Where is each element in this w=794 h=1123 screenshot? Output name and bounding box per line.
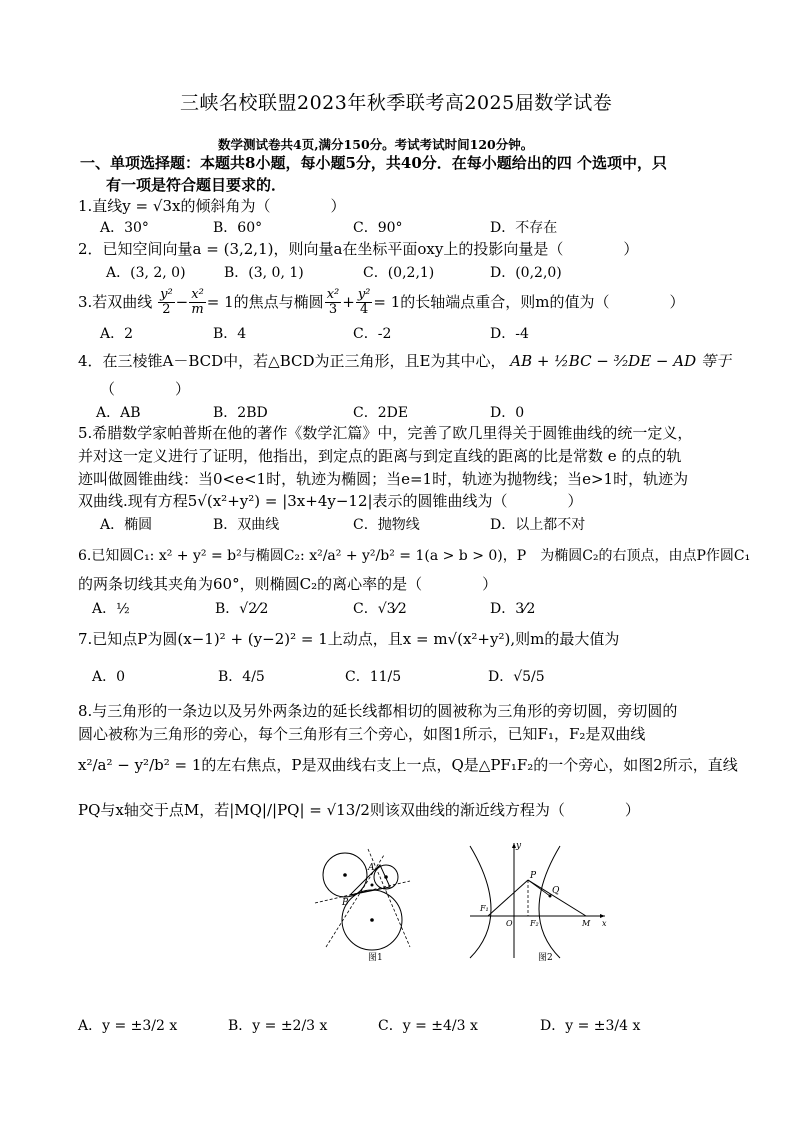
q2-option-c: C．(0,2,1) — [363, 265, 435, 281]
figure-2 — [460, 838, 610, 968]
question-2: 2．已知空间向量a = (3,2,1)，则向量a在坐标平面oxy上的投影向量是（ ） — [78, 240, 639, 258]
q2-option-d: D．(0,2,0) — [490, 265, 562, 281]
question-5-line2: 并对这一定义进行了证明，他指出，到定点的距离与到定直线的距离的比是常数 e 的点的轨 — [78, 447, 682, 465]
question-8-line4: PQ与x轴交于点M，若|MQ|/|PQ| = √13/2则该双曲线的渐近线方程为（ ） — [78, 801, 640, 819]
question-5-line3: 迹叫做圆锥曲线：当0<e<1时，轨迹为椭圆；当e=1时，轨迹为抛物线；当e>1时，轨迹为 — [78, 470, 689, 488]
section-heading-line1: 一、单项选择题：本题共8小题，每小题5分，共40分．在每小题给出的四 个选项中，只 — [80, 154, 667, 172]
fig1-caption: 图1 — [368, 953, 383, 963]
q3-mid: 的焦点与椭圆 — [233, 292, 324, 311]
question-1: 1.直线y = √3x的倾斜角为（ ） — [78, 197, 346, 215]
q7-option-a: A．0 — [92, 669, 126, 685]
q3-option-d: D．-4 — [490, 326, 529, 342]
fig1-label-a: A — [368, 863, 375, 873]
question-8-line3: x²/a² − y²/b² = 1的左右焦点，P是双曲线右支上一点，Q是△PF₁F₂的一个旁心，如图2所示，直线 — [78, 756, 738, 774]
fig2-label-y: y — [516, 841, 522, 851]
q3-option-c: C．-2 — [353, 326, 392, 342]
question-5-line1: 5.希腊数学家帕普斯在他的著作《数学汇篇》中，完善了欧几里得关于圆锥曲线的统一定义， — [78, 424, 693, 442]
fig2-label-f2: F₂ — [530, 919, 539, 928]
q5-option-a: A．椭圆 — [100, 517, 153, 533]
exam-title: 三峡名校联盟2023年秋季联考高2025届数学试卷 — [180, 92, 613, 114]
q7-option-c: C．11/5 — [345, 669, 402, 685]
q3-frac-3: $\frac{\text{x²}}{3}$ — [326, 287, 340, 318]
q3-option-b: B．4 — [213, 326, 247, 342]
q8-option-d: D．y = ±3/4 x — [540, 1018, 641, 1034]
q8-option-c: C．y = ±4/3 x — [378, 1018, 478, 1034]
q5-option-d: D．以上都不对 — [490, 517, 586, 533]
fig2-label-f1: F₁ — [480, 904, 489, 913]
q3-pre: 3.若双曲线 — [78, 292, 153, 311]
q6-option-a: A．½ — [92, 601, 130, 617]
q8-option-a: A．y = ±3/2 x — [78, 1018, 178, 1034]
fig2-label-m: M — [582, 919, 591, 928]
q7-option-b: B．4/5 — [218, 669, 265, 685]
q4-option-d: D．0 — [490, 405, 525, 421]
q4-option-c: C．2DE — [353, 405, 409, 421]
q1-option-b: B．60° — [213, 220, 263, 236]
q4-option-a: A．AB — [96, 405, 141, 421]
q6-option-c: C．√3⁄2 — [353, 601, 407, 617]
question-8-line2: 圆心被称为三角形的旁心，每个三角形有三个旁心，如图1所示，已知F₁，F₂是双曲线 — [78, 725, 646, 743]
question-6-line1: 6.已知圆C₁: x² + y² = b²与椭圆C₂: x²/a² + y²/b² = 1(a > b > 0)，P 为椭圆C₂的右顶点，由点P作圆C₁ — [78, 548, 751, 564]
q4-text: 4．在三棱锥A－BCD中，若△BCD为正三角形，且E为其中心， — [78, 352, 506, 370]
fig1-label-b: B — [342, 898, 349, 908]
question-6-line2: 的两条切线其夹角为60°，则椭圆C₂的离心率的是（ ） — [78, 575, 498, 593]
fig2-label-o: O — [506, 919, 513, 928]
q3-frac-4: $\frac{\text{y²}}{4}$ — [357, 287, 371, 318]
fig2-label-q: Q — [552, 886, 560, 896]
q6-option-d: D．3⁄2 — [490, 601, 536, 617]
question-3: 3.若双曲线 $\frac{\text{y²}}{2}$ − $\frac{\text{x²}}{m}$ = 1的焦点与椭圆 $\frac{\text{x²}}{3}$ + $\frac{\text{y²}}{4}$ = 1的长轴端点重合，则m的值为（ ） — [78, 287, 685, 318]
question-4 — [78, 350, 731, 371]
fig2-caption: 图2 — [538, 953, 553, 963]
q3-post: 的长轴端点重合，则m的值为（ ） — [400, 292, 685, 311]
figure-1 — [310, 835, 420, 965]
q5-option-c: C．抛物线 — [353, 517, 420, 533]
q4-expr: AB + ½BC − ³⁄₂DE − AD 等于 — [510, 352, 731, 370]
q8-option-b: B．y = ±2/3 x — [228, 1018, 328, 1034]
q1-option-d: D．不存在 — [490, 220, 558, 236]
q1-option-a: A．30° — [100, 220, 149, 236]
question-5-line4: 双曲线.现有方程5√(x²+y²) = |3x+4y−12|表示的圆锥曲线为（ ） — [78, 492, 583, 510]
section-heading-line2: 有一项是符合题目要求的． — [106, 176, 287, 194]
q4-paren: （ ） — [100, 380, 191, 398]
q3-frac-1: $\frac{\text{y²}}{2}$ — [160, 287, 173, 318]
q2-option-b: B．(3, 0, 1) — [224, 265, 304, 281]
question-8-line1: 8.与三角形的一条边以及另外两条边的延长线都相切的圆被称为三角形的旁切圆，旁切圆的 — [78, 702, 678, 720]
q3-option-a: A．2 — [100, 326, 134, 342]
q3-frac-2: $\frac{\text{x²}}{m}$ — [191, 287, 204, 318]
fig2-label-p: P — [530, 871, 537, 881]
fig2-label-x: x — [602, 919, 607, 928]
q6-option-b: B．√2⁄2 — [215, 601, 269, 617]
q2-option-a: A．(3, 2, 0) — [106, 265, 186, 281]
q7-option-d: D．√5/5 — [488, 669, 545, 685]
q4-option-b: B．2BD — [213, 405, 268, 421]
question-7: 7.已知点P为圆(x−1)² + (y−2)² = 1上动点，且x = m√(x²+y²),则m的最大值为 — [78, 630, 620, 648]
q5-option-b: B．双曲线 — [213, 517, 280, 533]
q1-option-c: C．90° — [353, 220, 403, 236]
exam-note: 数学测试卷共4页,满分150分。考试考试时间120分钟。 — [218, 137, 534, 152]
